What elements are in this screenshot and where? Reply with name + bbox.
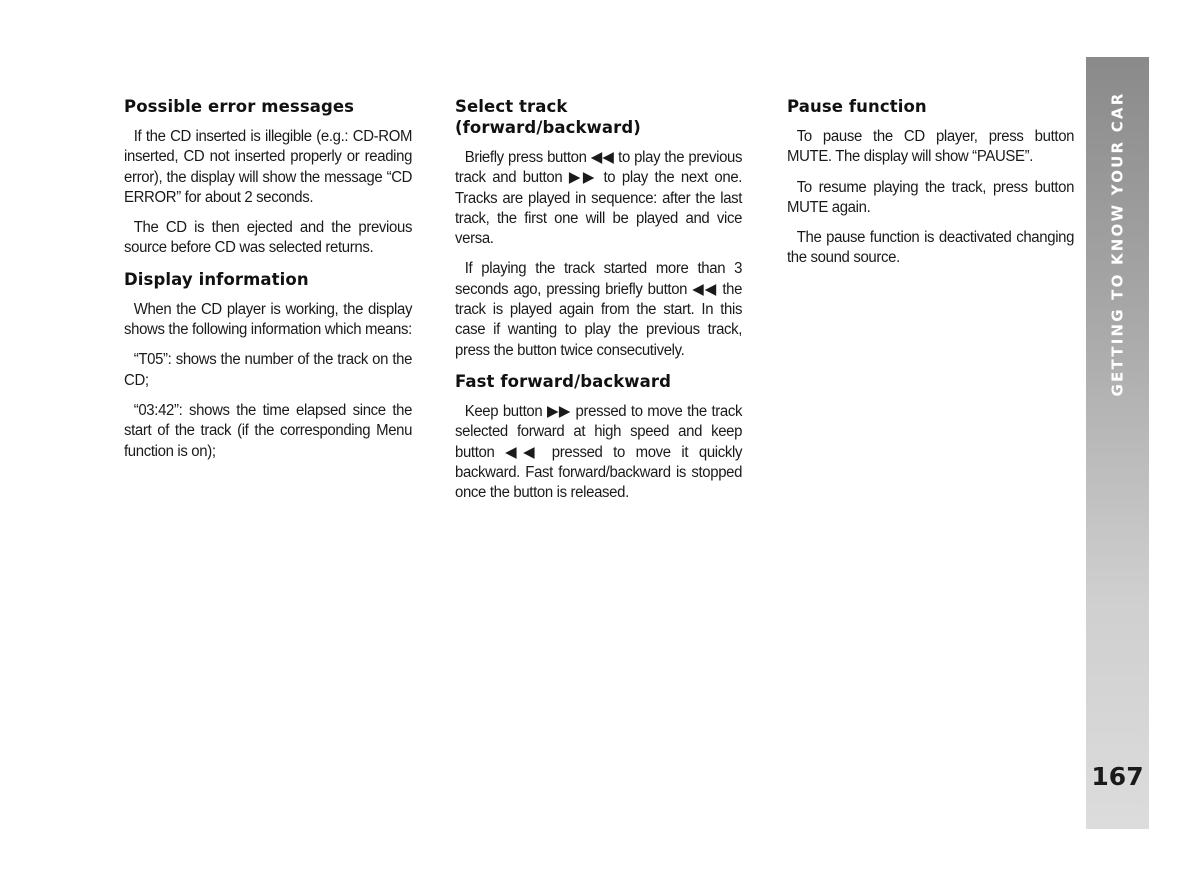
column-2: [455, 96, 743, 513]
column-1: [124, 96, 412, 472]
section-select-track: [455, 96, 743, 361]
chapter-title-container: [1087, 91, 1148, 397]
page-number: 167: [1091, 762, 1144, 791]
paragraph: When the CD player is working, the display shows the following information which means:: [124, 300, 413, 339]
paragraph: To pause the CD player, press button MUTE. The display will show “PAUSE”.: [787, 128, 1075, 166]
paragraph: If playing the track started more than 3 seconds ago, pressing briefly button ◀◀ the track is played again from the start. In this case if wanting to play the previous track, press the button twice consecutively.: [455, 260, 743, 359]
paragraph: The CD is then ejected and the previous source before CD was selected returns.: [124, 219, 413, 257]
section-display-information: [124, 269, 412, 462]
chapter-title: GETTING TO KNOW YOUR CAR: [1108, 91, 1127, 397]
paragraph: The pause function is deactivated changing the sound source.: [787, 229, 1075, 267]
section-heading: Select track (forward/backward): [455, 97, 641, 137]
paragraph: Keep button ▶▶ pressed to move the track selected forward at high speed and keep button ◀◀ pressed to move it quickly backward. Fast forward/backward is stopped once the button is released.: [455, 402, 743, 502]
paragraph: To resume playing the track, press button MUTE again.: [787, 178, 1075, 216]
section-pause-function: [787, 96, 1075, 269]
section-heading: Pause function: [787, 97, 927, 116]
section-fast-forward-backward: [455, 371, 743, 503]
section-heading: Possible error messages: [124, 97, 355, 116]
column-3: [787, 96, 1075, 279]
section-heading: Fast forward/backward: [455, 371, 672, 391]
section-heading: Display information: [124, 269, 309, 289]
section-possible-error-messages: [124, 96, 412, 259]
paragraph: If the CD inserted is illegible (e.g.: CD-ROM inserted, CD not inserted properly or reading error), the display will show the message “CD ERROR” for about 2 seconds.: [124, 128, 413, 206]
paragraph: “03:42”: shows the time elapsed since the start of the track (if the corresponding Menu function is on);: [124, 401, 413, 460]
paragraph: Briefly press button ◀◀ to play the previous track and button ▶▶ to play the next one. Tracks are played in sequence: after the last track, the first one will be played and vice versa.: [455, 149, 743, 248]
paragraph: “T05”: shows the number of the track on the CD;: [124, 351, 413, 389]
